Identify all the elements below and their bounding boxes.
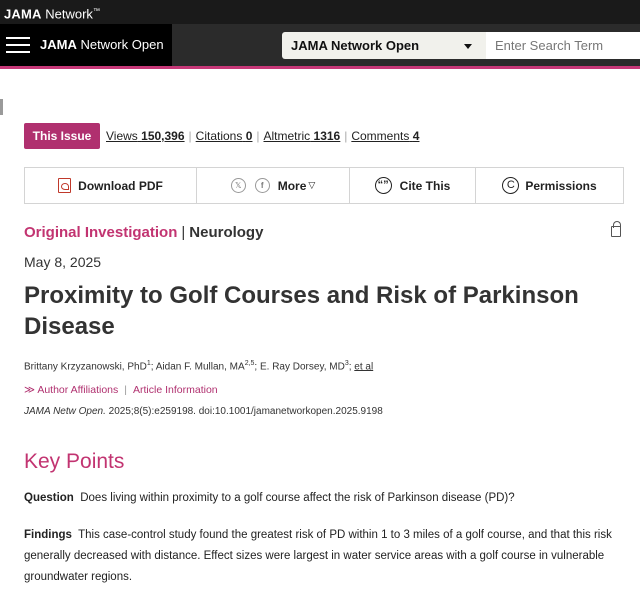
key-points-heading: Key Points bbox=[24, 450, 125, 473]
search-scope-value: JAMA Network Open bbox=[291, 38, 420, 53]
article-category: Original Investigation | Neurology bbox=[24, 224, 264, 241]
altmetric-metric[interactable]: Altmetric 1316 bbox=[263, 129, 341, 143]
author-list: Brittany Krzyzanowski, PhD$^1$; Aidan F. Mullan, MA$^{2,5}$; E. Ray Dorsey, $MD^3$; et al bbox=[24, 360, 374, 373]
scroll-marker bbox=[0, 99, 3, 115]
author-name[interactable]: Brittany Krzyzanowski, PhD bbox=[24, 361, 147, 373]
share-more-button[interactable]: 𝕏 f More ▽ bbox=[197, 168, 350, 203]
comments-metric[interactable]: Comments 4 bbox=[351, 129, 420, 143]
article-information-link[interactable]: Article Information bbox=[133, 384, 218, 396]
article-metrics: Views 150,396 | Citations 0 | Altmetric 1316 | Comments 4 bbox=[106, 129, 420, 143]
views-metric[interactable]: Views 150,396 bbox=[106, 129, 185, 143]
menu-button[interactable] bbox=[0, 24, 172, 66]
x-icon[interactable]: 𝕏 bbox=[231, 178, 246, 193]
article-links: ≫ Author Affiliations | Article Information bbox=[24, 384, 218, 396]
jama-network-logo[interactable]: JAMA Network™ bbox=[4, 6, 100, 22]
journal-title: JAMA Network Open bbox=[40, 37, 164, 52]
citations-metric[interactable]: Citations 0 bbox=[195, 129, 253, 143]
cite-this-button[interactable]: “” Cite This bbox=[350, 168, 476, 203]
author-name[interactable]: Aidan F. Mullan, MA bbox=[155, 361, 245, 373]
copyright-icon: C bbox=[502, 177, 519, 194]
this-issue-button[interactable]: This Issue bbox=[24, 123, 100, 149]
unlock-icon bbox=[611, 226, 621, 237]
download-pdf-button[interactable]: Download PDF bbox=[25, 168, 197, 203]
publication-date: May 8, 2025 bbox=[24, 254, 102, 270]
facebook-icon[interactable]: f bbox=[255, 178, 270, 193]
author-affiliations-link[interactable]: ≫ Author Affiliations bbox=[24, 384, 119, 396]
quote-icon: “” bbox=[375, 177, 392, 194]
network-bar bbox=[0, 0, 640, 24]
article-type-link[interactable]: Original Investigation bbox=[24, 224, 178, 241]
hamburger-icon bbox=[6, 37, 30, 54]
search-scope-select[interactable] bbox=[282, 32, 486, 59]
subject-link[interactable]: Neurology bbox=[189, 224, 264, 241]
article-toolbar bbox=[24, 167, 624, 204]
permissions-button[interactable]: C Permissions bbox=[476, 168, 623, 203]
et-al-link[interactable]: et al bbox=[354, 361, 374, 373]
chevron-down-icon: ▽ bbox=[308, 180, 316, 190]
key-points-question: Question Does living within proximity to a golf course affect the risk of Parkinson disease (PD)? bbox=[24, 492, 515, 504]
accent-line bbox=[0, 66, 640, 69]
pdf-icon bbox=[58, 178, 71, 193]
search-input[interactable] bbox=[486, 32, 640, 59]
article-title: Proximity to Golf Courses and Risk of Parkinson Disease bbox=[24, 282, 579, 340]
citation-line: JAMA Netw Open. 2025;8(5):e259198. doi:10.1001/jamanetworkopen.2025.9198 bbox=[24, 406, 383, 417]
key-points-findings: Findings This case-control study found the greatest risk of PD within 1 to 3 miles of a golf course, and that this risk generally decreased with distance. Effect sizes were largest in water service areas with a golf course in vulnerable groundwater regions. bbox=[24, 529, 612, 583]
author-name[interactable]: E. Ray Dorsey, MD bbox=[259, 361, 345, 373]
chevron-down-icon bbox=[464, 44, 472, 49]
